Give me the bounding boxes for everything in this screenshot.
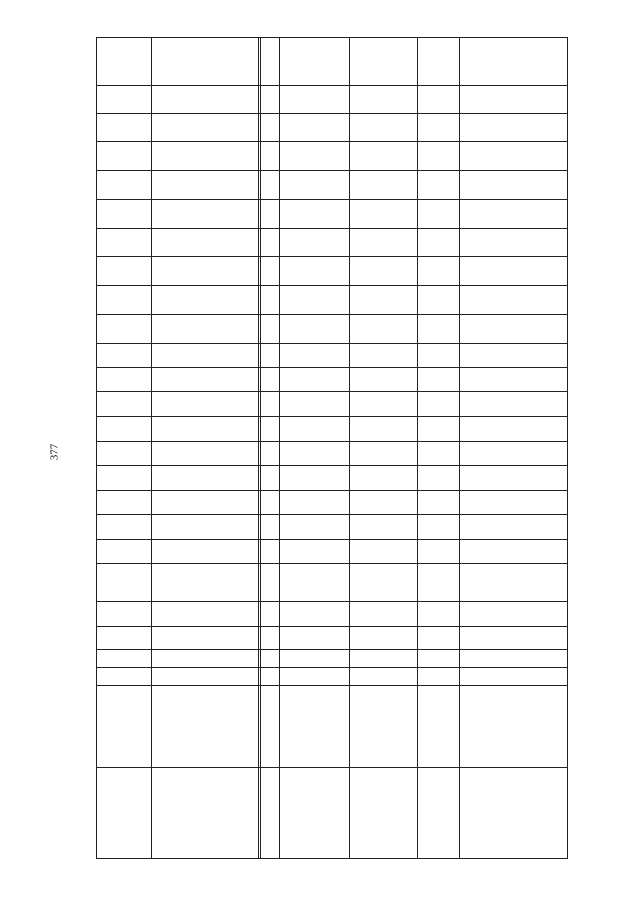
col-divider xyxy=(96,367,568,368)
row-divider xyxy=(459,37,460,859)
col-divider xyxy=(96,649,568,650)
table-border-right xyxy=(567,37,568,859)
col-divider xyxy=(96,343,568,344)
col-divider xyxy=(96,416,568,417)
col-divider xyxy=(96,539,568,540)
table-border-top xyxy=(96,37,568,38)
col-divider xyxy=(96,441,568,442)
col-divider xyxy=(96,601,568,602)
row-divider xyxy=(349,37,350,859)
row-divider xyxy=(260,37,261,859)
col-divider xyxy=(96,563,568,564)
col-divider xyxy=(96,391,568,392)
col-divider xyxy=(96,314,568,315)
col-divider xyxy=(96,141,568,142)
name-col-divider xyxy=(96,767,568,768)
col-divider xyxy=(96,514,568,515)
unit-col-divider xyxy=(96,685,568,686)
data-table xyxy=(96,37,568,859)
col-divider xyxy=(96,170,568,171)
row-divider xyxy=(151,37,152,859)
col-divider xyxy=(96,85,568,86)
col-divider xyxy=(96,256,568,257)
col-divider xyxy=(96,199,568,200)
row-divider xyxy=(258,37,259,859)
col-divider xyxy=(96,228,568,229)
page-number: 377 xyxy=(48,443,61,461)
col-divider xyxy=(96,113,568,114)
col-divider xyxy=(96,465,568,466)
table-border-bottom xyxy=(96,858,568,859)
col-divider xyxy=(96,285,568,286)
row-divider xyxy=(279,37,280,859)
col-divider xyxy=(96,667,568,668)
col-divider xyxy=(96,490,568,491)
table-border-left xyxy=(96,37,97,859)
row-divider xyxy=(417,37,418,859)
col-divider xyxy=(96,626,568,627)
